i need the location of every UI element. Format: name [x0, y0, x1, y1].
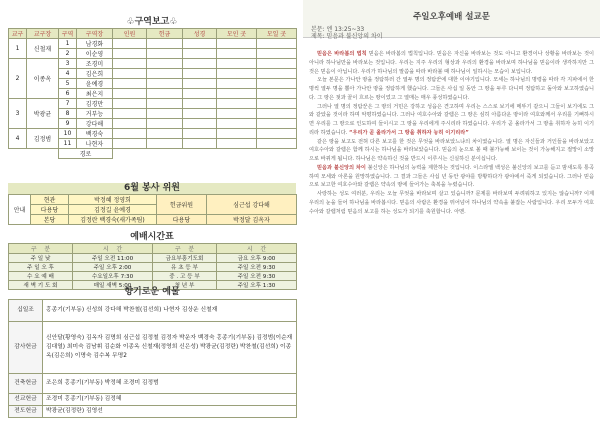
table-row: 건축헌금 조은희 홍종기(기부동) 박정혜 조경미 김정범 — [9, 374, 297, 394]
sermon-panel — [303, 0, 600, 424]
sermon-paragraph: 그러나 열 명의 정탐꾼은 그 땅의 거민은 강하고 성읍은 견고하며 우리는 스스로 보기에 메뚜기 같으니 그들이 보기에도 그와 같았을 것이라 하며 악평하였습니다. 그러나 여호수아와 갈렙은 그 땅은 심히 아름다운 땅이라 여호와께서 우리를 기뻐하시면 우리를 그 땅으로 인도하여 들이시고 그 땅을 우리에게 주시리라 하였습니다. 우리가 곧 올라가서 그 땅을 취하자 능히 이기리라 하였습니다. “우리가 곧 올라가서 그 땅을 취하자 능히 이기리라” — [309, 103, 594, 136]
sermon-paragraph: 믿음은 바라봄의 법칙 믿음은 바라봄의 법칙입니다. 믿음은 자신을 바라보는 것도 아니고 환경이나 상황을 바라보는 것이 아니라 하나님만을 바라보는 것입니다. 우리는 지주 우리의 형상과 우리의 환경을 바라보며 하나님을 믿음이라 생각하지만 그것은 믿음이 아닙니다. 우리가 하나님의 말씀을 따라 바라볼 때 하나님이 일하시는 모습이 보입니다. — [309, 51, 594, 75]
col-header: 구역 — [59, 29, 77, 39]
table-row: 주 일 낮 주일 오전 11:00 금요부흥기도회 금요 오후 9:00 — [9, 254, 297, 263]
table-row: 안내 현관 박정혜 정영희 헌금위원 심근섭 강다해 — [9, 195, 297, 205]
table-row: 다용당 김정길 윤예경 — [9, 205, 297, 215]
table-row: 1 신철재 1 남경화 — [9, 39, 297, 49]
col-header: 헌금 — [147, 29, 183, 39]
sermon-paragraph: 믿음과 불신앙의 차이 불신앙은 하나님의 능력을 제한하는 것입니다. 이스라엘 백성은 불신앙의 보고를 듣고 밤새도록 통곡하며 모세와 아론을 원망하였습니다. 그 결과 그들은 사십 년 동안 광야를 방황하다가 광야에서 죽게 되었습니다. 그러나 믿음으로 보고한 여호수아와 갈렙은 약속의 땅에 들어가는 축복을 누렸습니다. — [309, 164, 594, 189]
sermon-paragraph: 같은 땅을 보고도 전혀 다른 보고를 한 것은 무엇을 바라보았느냐의 차이였습니다. 열 명은 자신들과 거인들을 바라보았고 여호수아와 갈렙은 함께 하시는 하나님을 바라보았습니다. 믿음의 눈으로 볼 때 불가능해 보이는 것이 가능해지고 절망이 소망으로 바뀌게 됩니다. 하나님은 약속하신 것을 반드시 이루시는 신실하신 분이십니다. — [309, 138, 594, 162]
table-row: 주 일 오 후 주일 오후 2:00 유 초 등 부 주일 오전 9:30 — [9, 263, 297, 272]
col-header: 구역장 — [77, 29, 113, 39]
col-header: 모일 곳 — [257, 29, 297, 39]
col-header: 인원 — [113, 29, 147, 39]
highlight-text: 믿음은 바라봄의 법칙 — [317, 51, 367, 57]
district-title: ♧구역보고♧ — [126, 17, 178, 27]
table-row: 4 김은희 — [9, 69, 297, 79]
sermon-body — [309, 50, 594, 420]
table-row: 4 김정범 10 백경숙 — [9, 129, 297, 139]
table-row: 십일조 홍종기(기부동) 신성희 강다해 박찬철(김선희) 나현자 김상운 신철재 — [9, 300, 297, 322]
highlight-text: 믿음과 불신앙의 차이 — [317, 164, 366, 171]
offering-title: 향기로운 예물 — [124, 287, 180, 297]
col-header: 교구장 — [27, 29, 59, 39]
col-header: 성경 — [183, 29, 217, 39]
table-row: 경로 — [9, 149, 297, 159]
worship-title: 예배시간표 — [130, 232, 174, 242]
table-row: 3 박광균 7 김경만 — [9, 99, 297, 109]
table-row: 9 강다해 — [9, 119, 297, 129]
sermon-title: 제목: 믿음과 불신앙의 차이 — [311, 33, 383, 40]
sermon-paragraph: 사랑하는 성도 여러분, 우리는 오늘 무엇을 바라보며 살고 있습니까? 문제를 바라보며 두려워하고 있지는 않습니까? 이제 우리의 눈을 들어 하나님을 바라봅시다. 믿음의 사람은 환경을 뛰어넘어 하나님의 약속을 붙잡는 사람입니다. 우리 모두가 여호수아와 갈렙처럼 믿음의 보고를 하는 성도가 되기를 축원합니다. 아멘. — [309, 191, 594, 215]
sermon-header — [303, 0, 600, 38]
table-row: 6 최은지 — [9, 89, 297, 99]
table-row: 선교헌금 조경미 홍종기(기부동) 김정혜 — [9, 394, 297, 406]
worship-schedule-table — [8, 243, 297, 290]
table-row: 11 나현자 — [9, 139, 297, 149]
highlight-text: “우리가 곧 올라가서 그 땅을 취하자 능히 이기리라” — [349, 129, 469, 136]
col-header: 교구 — [9, 29, 27, 39]
district-report-table — [8, 28, 297, 159]
service-table — [8, 194, 297, 225]
worship-header-row: 구 분 시 간 구 분 시 간 — [9, 244, 297, 254]
table-row: 전도헌금 박광균(김정란) 김영선 — [9, 406, 297, 418]
sermon-paragraph: 오늘 본문은 가나안 땅을 정탐하러 간 열두 명의 정탐꾼에 대한 이야기입니다. 모세는 하나님의 명령을 따라 각 지파에서 한 명씩 열두 명을 뽑아 가나안 땅을 정탐하게 했습니다. 그들은 사십 일 동안 그 땅을 두루 다니며 정탐하고 돌아와 보고하였습니다. 그 땅은 젖과 꿀이 흐르는 땅이었고 그 열매는 매우 풍성하였습니다. — [309, 77, 594, 101]
table-row: 2 이종옥 3 조경미 — [9, 59, 297, 69]
table-row: 감사헌금 신안달(황영숙) 김옥자 김명희 심근섭 김정철 김정자 박운자 백경숙 홍종기(기부동) 김정범(이순재 김대열) 최미숙 김남휘 김순화 이종옥 신철재(정영희 신은성) 박광균(김정란) 박찬철(김선희) 이종옥(김은희) 이명숙 김수복 무명2 — [9, 322, 297, 374]
table-row: 본당 김정란 백경숙(새가족팀) 다용당 박정달 김옥자 — [9, 215, 297, 225]
table-row: 5 윤예경 — [9, 79, 297, 89]
sermon-heading: 주일오후예배 설교문 — [413, 12, 490, 22]
table-row: 8 거부능 — [9, 109, 297, 119]
col-header: 모인 곳 — [217, 29, 257, 39]
offering-table — [8, 299, 297, 418]
table-row: 새 벽 기 도 회 매일 새벽 5:00 청 년 부 주일 오후 1:30 — [9, 281, 297, 290]
district-header-row — [9, 29, 297, 39]
table-row: 2 이순영 — [9, 49, 297, 59]
table-row: 수 요 예 배 수요일오후 7:30 중 . 고 등 부 주일 오전 9:30 — [9, 272, 297, 281]
service-title: 6월 봉사 위원 — [8, 183, 296, 194]
sermon-passage: 본문: 엔 13:25~33 — [311, 26, 365, 33]
